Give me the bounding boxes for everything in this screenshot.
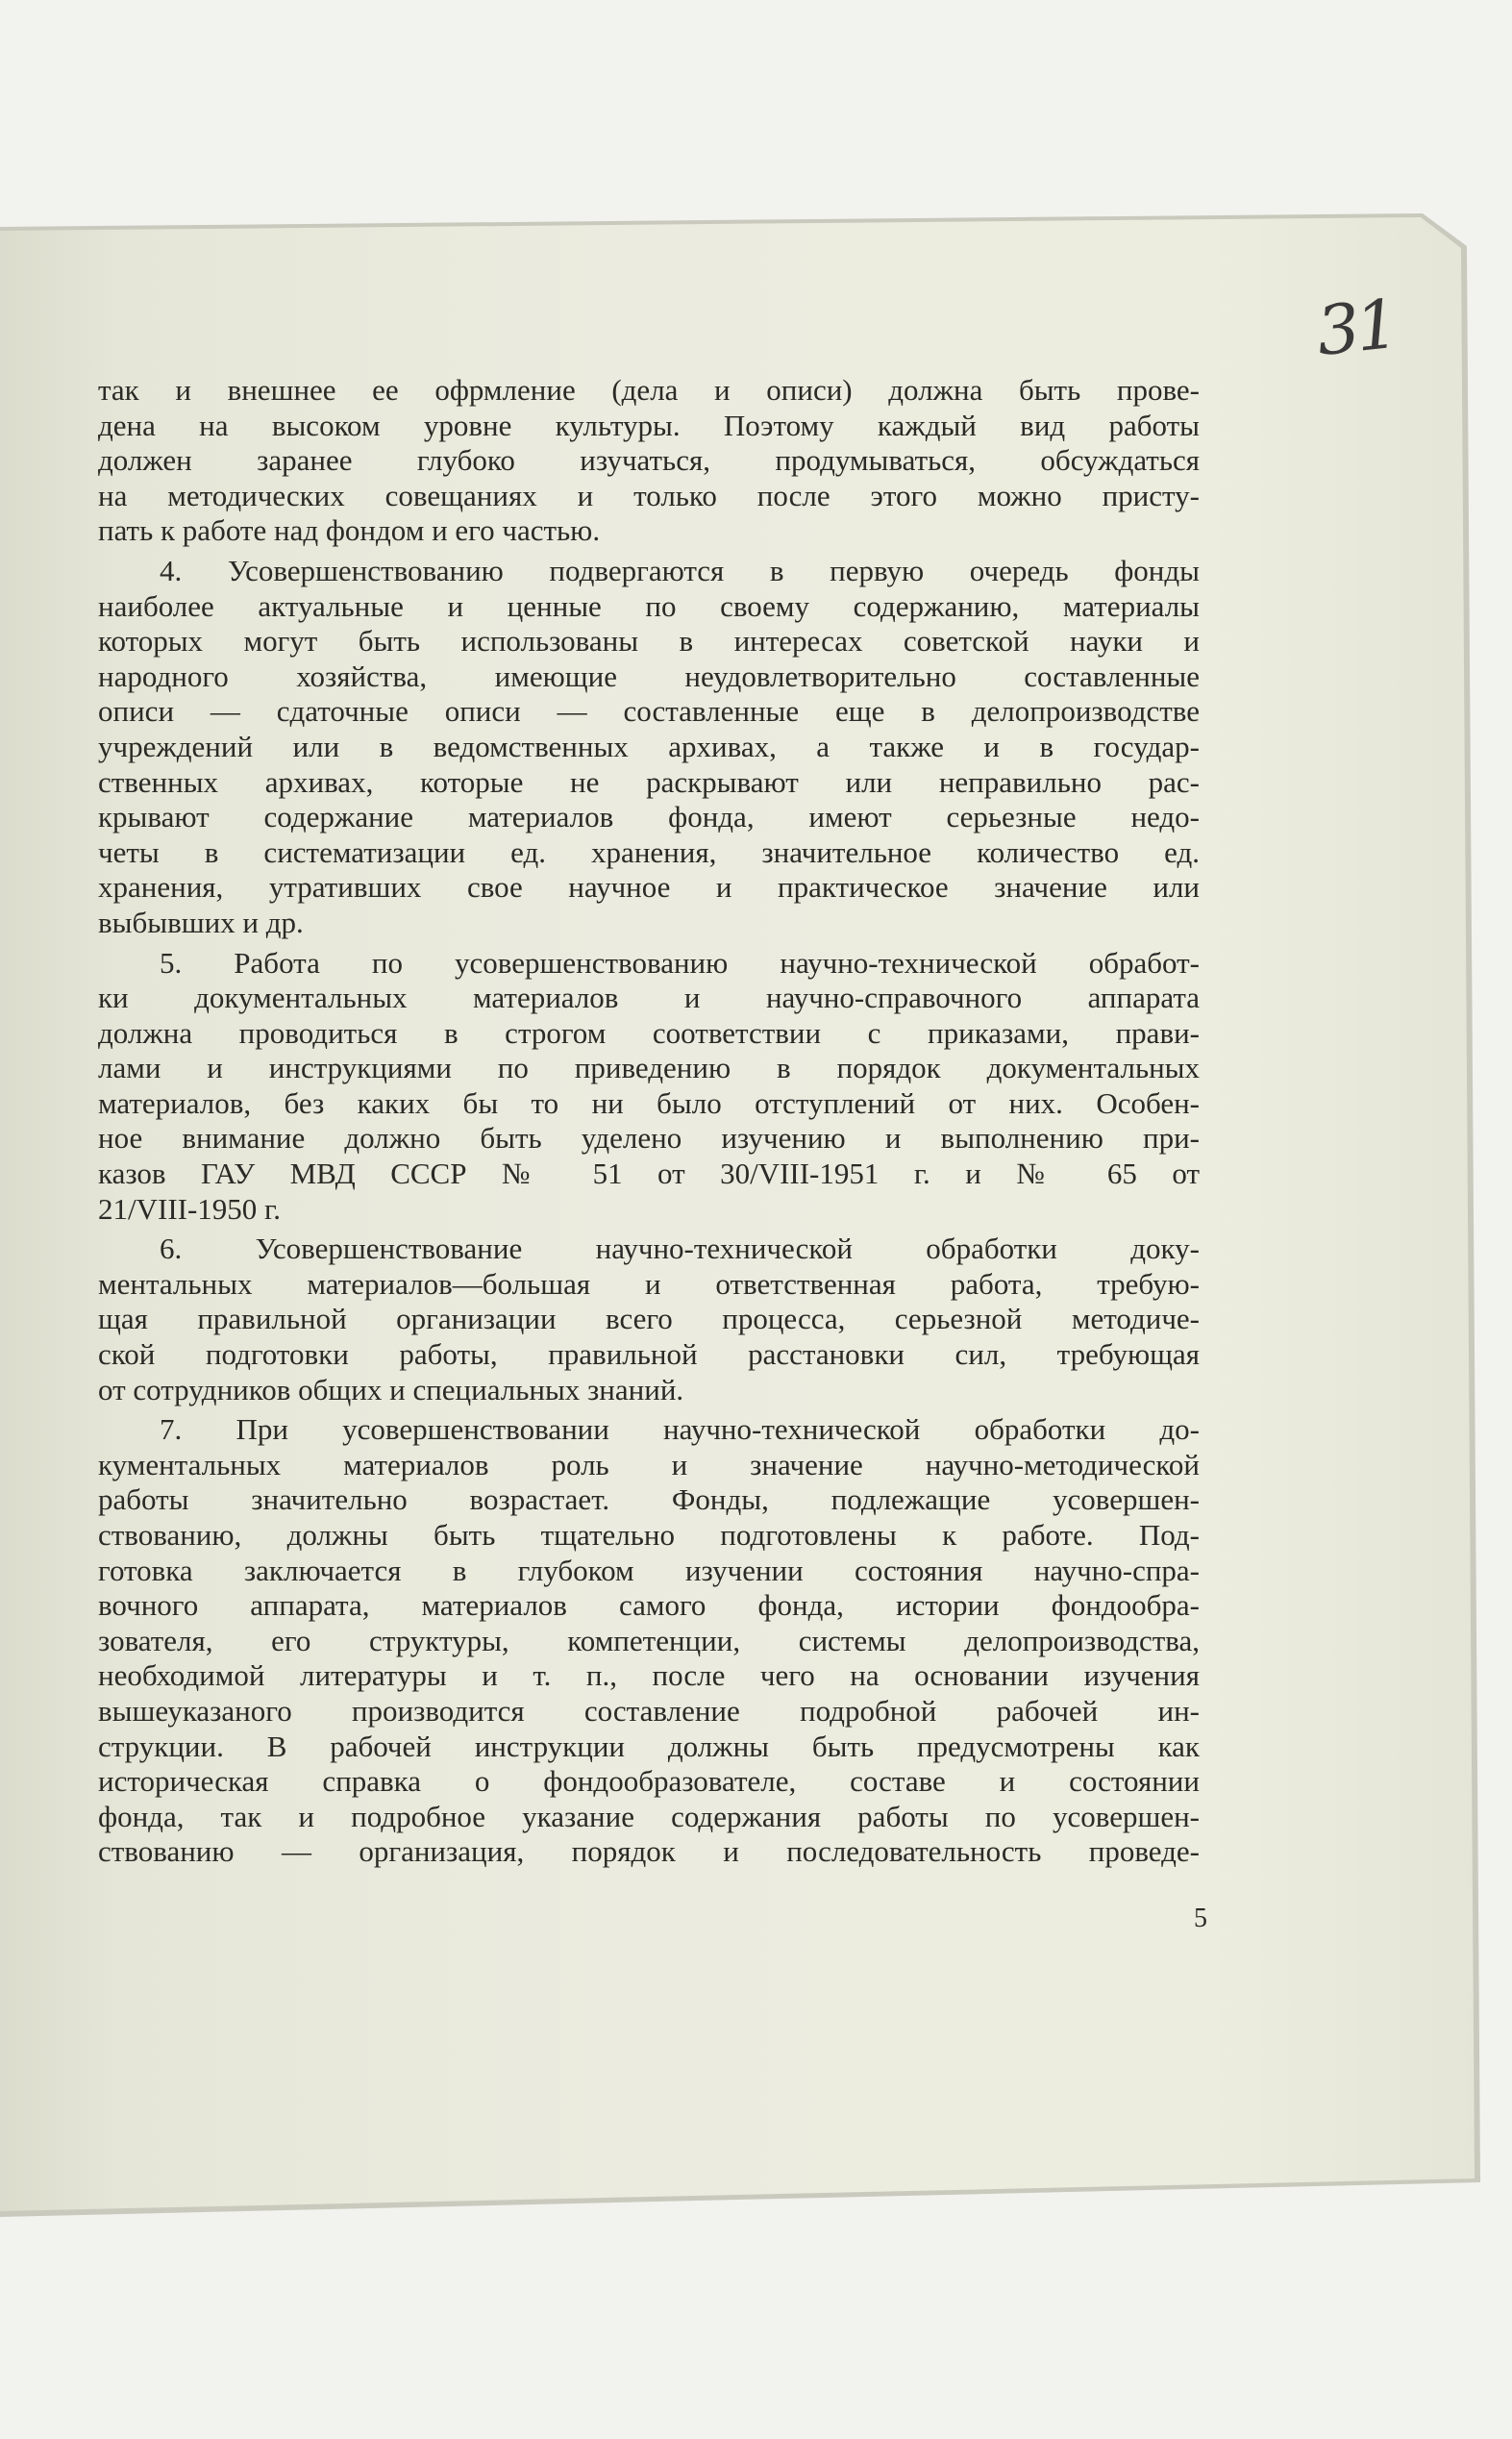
text-line: 6. Усовершенствование научно-технической обработки доку- [160, 1232, 1200, 1266]
text-line: ствованию, должны быть тщательно подготовлены к работе. Под- [98, 1518, 1200, 1552]
paragraph [98, 373, 1200, 549]
text-line: работы значительно возрастает. Фонды, подлежащие усовершен- [98, 1482, 1200, 1517]
text-line: казов ГАУ МВД СССР № 51 от 30/VIII-1951 г. и № 65 от [98, 1157, 1200, 1191]
text-line: так и внешнее ее офрмление (дела и описи) должна быть прове- [98, 373, 1200, 407]
text-line: на методических совещаниях и только после этого можно присту- [98, 478, 1200, 512]
text-line: описи — сдаточные описи — составленные еще в делопроизводстве [98, 694, 1200, 729]
text-line: зователя, его структуры, компетенции, системы делопроизводства, [98, 1623, 1200, 1657]
text-line: 21/VIII-1950 г. [98, 1191, 282, 1226]
text-line: ментальных материалов—большая и ответственная работа, требую- [98, 1266, 1200, 1301]
paragraph [98, 554, 1200, 941]
text-line: ственных архивах, которые не раскрывают или неправильно рас- [98, 764, 1200, 799]
text-line: учреждений или в ведомственных архивах, а также и в государ- [98, 729, 1200, 763]
text-line: народного хозяйства, имеющие неудовлетворительно составленные [98, 659, 1200, 693]
text-line: четы в систематизации ед. хранения, значительное количество ед. [98, 834, 1200, 869]
text-line: фонда, так и подробное указание содержания работы по усовершен- [98, 1799, 1200, 1833]
text-line: кументальных материалов роль и значение научно-методической [98, 1447, 1200, 1481]
text-line: хранения, утративших свое научное и практическое значение или [98, 870, 1200, 905]
text-line: выбывших и др. [98, 905, 304, 939]
text-line: 4. Усовершенствованию подвергаются в первую очередь фонды [160, 553, 1200, 587]
handwritten-folio-number: 31 [1312, 284, 1400, 372]
text-line: должна проводиться в строгом соответствии с приказами, прави- [98, 1015, 1200, 1050]
paragraph [98, 946, 1200, 1228]
text-line: пать к работе над фондом и его частью. [98, 513, 601, 548]
text-line: ствованию — организация, порядок и последовательность проведе- [98, 1834, 1200, 1869]
text-line: от сотрудников общих и специальных знаний. [98, 1372, 684, 1406]
text-line: должен заранее глубоко изучаться, продумываться, обсуждаться [98, 443, 1200, 478]
text-line: щая правильной организации всего процесса, серьезной методиче- [98, 1302, 1200, 1336]
text-line: которых могут быть использованы в интересах советской науки и [98, 624, 1200, 659]
text-line: лами и инструкциями по приведению в порядок документальных [98, 1051, 1200, 1085]
text-line: вочного аппарата, материалов самого фонда, истории фондообра- [98, 1588, 1200, 1623]
text-line: ное внимание должно быть уделено изучению и выполнению при- [98, 1121, 1200, 1156]
text-line: 5. Работа по усовершенствованию научно-технической обработ- [160, 945, 1200, 980]
text-line: историческая справка о фондообразователе, составе и состоянии [98, 1764, 1200, 1799]
text-line: материалов, без каких бы то ни было отступлений от них. Особен- [98, 1085, 1200, 1120]
text-line: дена на высоком уровне культуры. Поэтому каждый вид работы [98, 408, 1200, 442]
text-line: ской подготовки работы, правильной расстановки сил, требующая [98, 1337, 1200, 1372]
text-line: ки документальных материалов и научно-справочного аппарата [98, 981, 1200, 1015]
paragraph [98, 1412, 1200, 1870]
body-text [98, 373, 1200, 1875]
text-line: крывают содержание материалов фонда, имеют серьезные недо- [98, 800, 1200, 834]
paragraph [98, 1232, 1200, 1407]
page-number: 5 [1194, 1904, 1207, 1933]
text-line: струкции. В рабочей инструкции должны быть предусмотрены как [98, 1729, 1200, 1763]
text-line: готовка заключается в глубоком изучении состояния научно-спра- [98, 1553, 1200, 1587]
text-line: 7. При усовершенствовании научно-технической обработки до- [160, 1412, 1200, 1447]
text-line: необходимой литературы и т. п., после чего на основании изучения [98, 1658, 1200, 1693]
text-line: вышеуказаного производится составление подробной рабочей ин- [98, 1693, 1200, 1728]
text-line: наиболее актуальные и ценные по своему содержанию, материалы [98, 588, 1200, 623]
